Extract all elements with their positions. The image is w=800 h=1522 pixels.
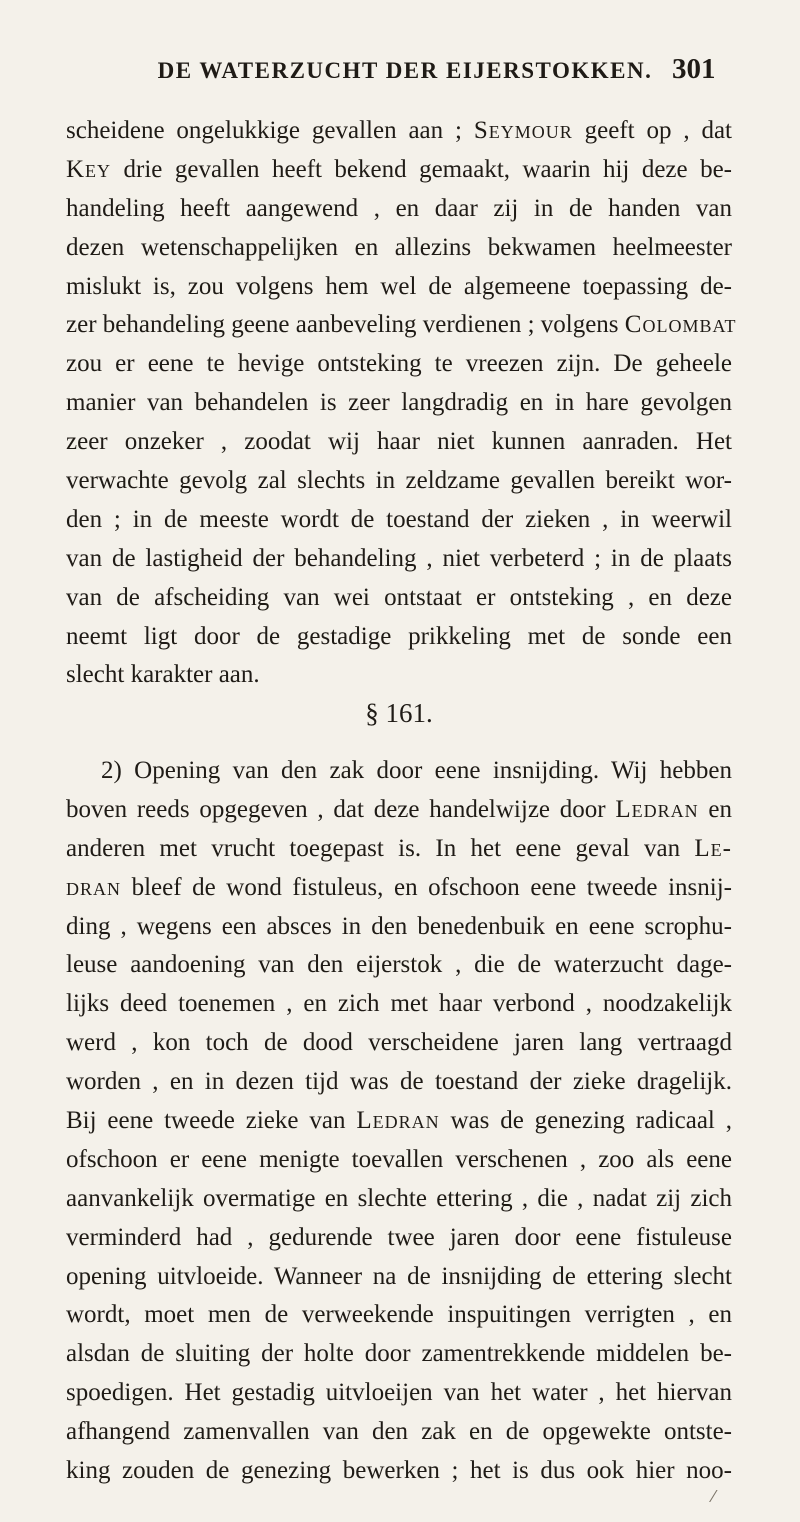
text-line: werd , kon toch de dood verscheidene jaren lang vertraagd xyxy=(66,1029,732,1057)
text-line: zeer onzeker , zoodat wij haar niet kunnen aanraden. Het xyxy=(66,428,732,456)
text-line: aanvankelijk overmatige en slechte ettering , die , nadat zij zich xyxy=(66,1184,732,1212)
text-line: verminderd had , gedurende twee jaren door eene fistuleuse xyxy=(66,1223,732,1251)
text-line: alsdan de sluiting der holte door zamentrekkende middelen be- xyxy=(66,1340,732,1368)
text-line: dezen wetenschappelijken en allezins bekwamen heelmeester xyxy=(66,233,732,261)
text-line: anderen met vrucht toegepast is. In het eene geval van Le- xyxy=(66,834,732,862)
paragraph-2 xyxy=(66,752,732,1491)
text-line: slecht karakter aan. xyxy=(66,661,260,689)
text-line: boven reeds opgegeven , dat deze handelwijze door Ledran en xyxy=(66,795,732,823)
text-line: ding , wegens een absces in den benedenbuik en eene scrophu- xyxy=(66,912,732,940)
text-line: van de lastigheid der behandeling , niet verbeterd ; in de plaats xyxy=(66,544,732,572)
section-heading: § 161. xyxy=(365,698,433,728)
text-line: den ; in de meeste wordt de toestand der zieken , in weerwil xyxy=(66,505,732,533)
running-title: DE WATERZUCHT DER EIJERSTOKKEN. xyxy=(157,58,653,83)
text-line: van de afscheiding van wei ontstaat er ontsteking , en deze xyxy=(66,583,732,611)
text-line: opening uitvloeide. Wanneer na de insnijding de ettering slecht xyxy=(66,1262,732,1290)
text-line: zou er eene te hevige ontsteking te vreezen zijn. De geheele xyxy=(66,350,732,378)
text-line: zer behandeling geene aanbeveling verdienen ; volgens Colombat xyxy=(66,311,737,339)
text-line: handeling heeft aangewend , en daar zij in de handen van xyxy=(66,194,732,222)
text-line: verwachte gevolg zal slechts in zeldzame gevallen bereikt wor- xyxy=(66,467,732,495)
text-line: worden , en in dezen tijd was de toestand der zieke dragelijk. xyxy=(66,1068,732,1096)
text-line: lijks deed toenemen , en zich met haar verbond , noodzakelijk xyxy=(66,990,732,1018)
text-line: Bij eene tweede zieke van Ledran was de genezing radicaal , xyxy=(66,1107,732,1135)
page-number: 301 xyxy=(672,53,716,85)
text-line: scheidene ongelukkige gevallen aan ; Seymour geeft op , dat xyxy=(66,117,732,144)
text-line: spoedigen. Het gestadig uitvloeijen van het water , het hiervan xyxy=(66,1379,732,1407)
text-line: Key drie gevallen heeft bekend gemaakt, waarin hij deze be- xyxy=(66,155,732,183)
text-line: 2) Opening van den zak door eene insnijding. Wij hebben xyxy=(101,757,732,784)
text-line: afhangend zamenvallen van den zak en de opgewekte ontste- xyxy=(66,1418,732,1446)
pencil-mark: ⁄ xyxy=(712,1487,715,1506)
text-line: mislukt is, zou volgens hem wel de algemeene toepassing de- xyxy=(66,272,732,300)
text-line: ofschoon er eene menigte toevallen verschenen , zoo als eene xyxy=(66,1145,732,1173)
paragraph-1 xyxy=(66,112,737,695)
text-line: neemt ligt door de gestadige prikkeling met de sonde een xyxy=(66,622,732,650)
text-line: wordt, moet men de verweekende inspuitingen verrigten , en xyxy=(66,1301,732,1329)
text-line: king zouden de genezing bewerken ; het is dus ook hier noo- xyxy=(66,1457,732,1485)
text-line: manier van behandelen is zeer langdradig en in hare gevolgen xyxy=(66,389,732,417)
text-line: leuse aandoening van den eijerstok , die de waterzucht dage- xyxy=(66,951,732,979)
text-line: dran bleef de wond fistuleus, en ofschoon eene tweede insnij- xyxy=(66,873,732,901)
